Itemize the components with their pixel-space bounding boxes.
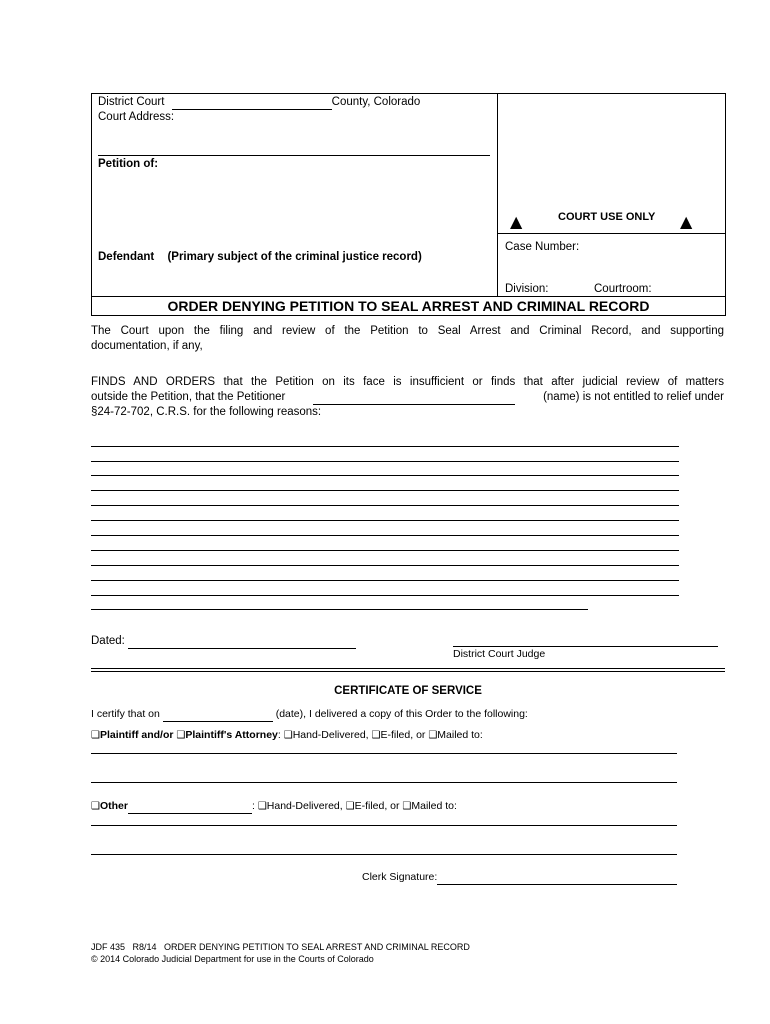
courtroom-label: Courtroom: bbox=[594, 283, 652, 295]
footer-copyright: © 2014 Colorado Judicial Department for use in the Courts of Colorado bbox=[91, 954, 374, 964]
certify-date-field[interactable] bbox=[163, 708, 273, 722]
certificate-heading: CERTIFICATE OF SERVICE bbox=[334, 685, 482, 697]
arrow-up-icon-right: ▲ bbox=[680, 212, 693, 231]
para1-line1: The Court upon the filing and review of the Petition to Seal Arrest and Criminal Record, and supporting bbox=[91, 325, 724, 337]
petition-of-label: Petition of: bbox=[98, 158, 159, 170]
plaintiff-attorney-checkbox[interactable]: ❑ bbox=[176, 730, 186, 741]
other-hand-delivered-label: Hand-Delivered, bbox=[266, 800, 343, 812]
para1-line2: documentation, if any, bbox=[91, 340, 203, 352]
other-label: Other bbox=[99, 800, 128, 812]
section-divider bbox=[91, 668, 725, 669]
other-name-field[interactable] bbox=[128, 800, 252, 814]
dated-line bbox=[91, 634, 356, 649]
reason-line[interactable] bbox=[91, 475, 679, 476]
clerk-signature-label: Clerk Signature: bbox=[362, 871, 438, 883]
certify-end: (date), I delivered a copy of this Order to the following: bbox=[275, 708, 528, 720]
judge-signature-field[interactable] bbox=[453, 646, 718, 647]
defendant-line bbox=[98, 250, 422, 264]
plaintiff-attorney-label: Plaintiff's Attorney bbox=[185, 729, 278, 741]
other-checkbox[interactable]: ❑ bbox=[91, 801, 100, 812]
section-divider bbox=[91, 671, 725, 672]
clerk-signature-line bbox=[362, 871, 677, 885]
para2-line1: FINDS AND ORDERS that the Petition on its face is insufficient or finds that after judicial review of matters bbox=[91, 376, 724, 388]
other-address-line[interactable] bbox=[91, 825, 677, 826]
reason-line[interactable] bbox=[91, 580, 679, 581]
court-address-label: Court Address: bbox=[98, 111, 175, 123]
reason-line[interactable] bbox=[91, 461, 679, 462]
hand-delivered-checkbox[interactable]: ❑ bbox=[283, 730, 293, 741]
other-address-line[interactable] bbox=[91, 854, 677, 855]
court-use-only-label: COURT USE ONLY bbox=[558, 211, 656, 223]
certify-line bbox=[91, 708, 528, 722]
other-service-line: ❑Other : ❑Hand-Delivered, ❑E-filed, or ❑Mailed to: bbox=[91, 800, 457, 812]
para2-line2-end: (name) is not entitled to relief under bbox=[543, 391, 724, 403]
reason-line[interactable] bbox=[91, 490, 679, 491]
plaintiff-service-line: ❑Plaintiff and/or ❑Plaintiff's Attorney: ❑Hand-Delivered, ❑E-filed, or ❑Mailed to: bbox=[91, 729, 483, 741]
county-name-field[interactable] bbox=[172, 95, 332, 110]
plaintiff-label: Plaintiff and/or bbox=[99, 729, 174, 741]
reason-line[interactable] bbox=[91, 535, 679, 536]
e-filed-label: E-filed, or bbox=[380, 729, 426, 741]
division-label: Division: bbox=[505, 283, 549, 295]
other-mailed-checkbox[interactable]: ❑ bbox=[402, 801, 412, 812]
reason-line[interactable] bbox=[91, 609, 588, 610]
defendant-label: Defendant bbox=[98, 251, 155, 263]
other-e-filed-label: E-filed, or bbox=[354, 800, 400, 812]
plaintiff-checkbox[interactable]: ❑ bbox=[91, 730, 100, 741]
para2-line3: §24-72-702, C.R.S. for the following reasons: bbox=[91, 406, 322, 418]
other-mailed-to-label: Mailed to: bbox=[411, 800, 457, 812]
judge-label: District Court Judge bbox=[453, 648, 546, 660]
reason-line[interactable] bbox=[91, 595, 679, 596]
reason-line[interactable] bbox=[91, 565, 679, 566]
page-title: ORDER DENYING PETITION TO SEAL ARREST AND CRIMINAL RECORD bbox=[167, 298, 650, 314]
mailed-checkbox[interactable]: ❑ bbox=[428, 730, 438, 741]
reason-line[interactable] bbox=[91, 550, 679, 551]
para2-line2-start: outside the Petition, that the Petitioner bbox=[91, 391, 286, 403]
county-label: County, Colorado bbox=[331, 96, 421, 108]
para2-line2 bbox=[91, 390, 724, 405]
reason-line[interactable] bbox=[91, 505, 679, 506]
case-number-label: Case Number: bbox=[505, 241, 580, 253]
footer-form-id: JDF 435 R8/14 ORDER DENYING PETITION TO SEAL ARREST AND CRIMINAL RECORD bbox=[91, 942, 470, 952]
defendant-note: (Primary subject of the criminal justice record) bbox=[167, 251, 422, 263]
plaintiff-address-line[interactable] bbox=[91, 753, 677, 754]
petitioner-name-field[interactable] bbox=[313, 390, 515, 405]
dated-label: Dated: bbox=[91, 635, 125, 647]
arrow-up-icon-left: ▲ bbox=[510, 212, 523, 231]
court-address-field[interactable] bbox=[98, 155, 490, 156]
e-filed-checkbox[interactable]: ❑ bbox=[371, 730, 381, 741]
dated-field[interactable] bbox=[128, 634, 356, 649]
other-e-filed-checkbox[interactable]: ❑ bbox=[345, 801, 355, 812]
clerk-signature-field[interactable] bbox=[437, 871, 677, 885]
district-court-line bbox=[98, 95, 420, 110]
hand-delivered-label: Hand-Delivered, bbox=[292, 729, 369, 741]
reason-line[interactable] bbox=[91, 520, 679, 521]
certify-start: I certify that on bbox=[91, 708, 160, 720]
other-hand-delivered-checkbox[interactable]: ❑ bbox=[257, 801, 267, 812]
district-court-label: District Court bbox=[98, 96, 165, 108]
mailed-to-label: Mailed to: bbox=[437, 729, 483, 741]
reason-line[interactable] bbox=[91, 446, 679, 447]
plaintiff-address-line[interactable] bbox=[91, 782, 677, 783]
